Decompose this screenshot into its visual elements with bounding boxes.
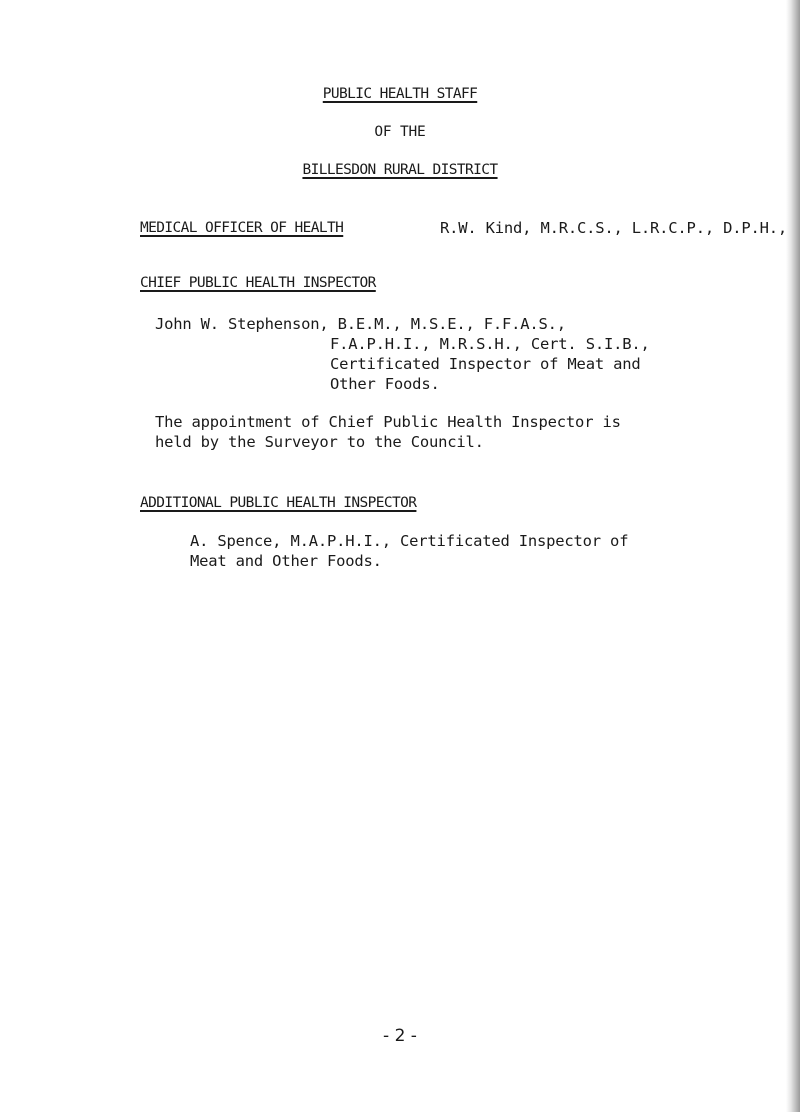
additional-inspector-line-1: A. Spence, M.A.P.H.I., Certificated Inspector of — [190, 532, 629, 550]
title-of-the: OF THE — [374, 124, 426, 140]
appointment-note-line-1: The appointment of Chief Public Health Inspector is — [155, 413, 621, 431]
chief-inspector-line-1: John W. Stephenson, B.E.M., M.S.E., F.F.A.S., — [155, 315, 566, 333]
additional-inspector-line-2: Meat and Other Foods. — [190, 552, 382, 570]
page-number: - 2 - — [383, 1026, 417, 1046]
medical-officer-heading: MEDICAL OFFICER OF HEALTH — [140, 220, 344, 236]
additional-inspector-heading: ADDITIONAL PUBLIC HEALTH INSPECTOR — [140, 495, 417, 511]
title-public-health-staff: PUBLIC HEALTH STAFF — [322, 86, 478, 102]
medical-officer-details: R.W. Kind, M.R.C.S., L.R.C.P., D.P.H., — [440, 219, 788, 237]
chief-inspector-line-2: F.A.P.H.I., M.R.S.H., Cert. S.I.B., — [330, 335, 650, 353]
title-district: BILLESDON RURAL DISTRICT — [302, 162, 498, 178]
chief-inspector-heading: CHIEF PUBLIC HEALTH INSPECTOR — [140, 275, 376, 291]
chief-inspector-line-4: Other Foods. — [330, 375, 440, 393]
chief-inspector-line-3: Certificated Inspector of Meat and — [330, 355, 641, 373]
appointment-note-line-2: held by the Surveyor to the Council. — [155, 433, 484, 451]
